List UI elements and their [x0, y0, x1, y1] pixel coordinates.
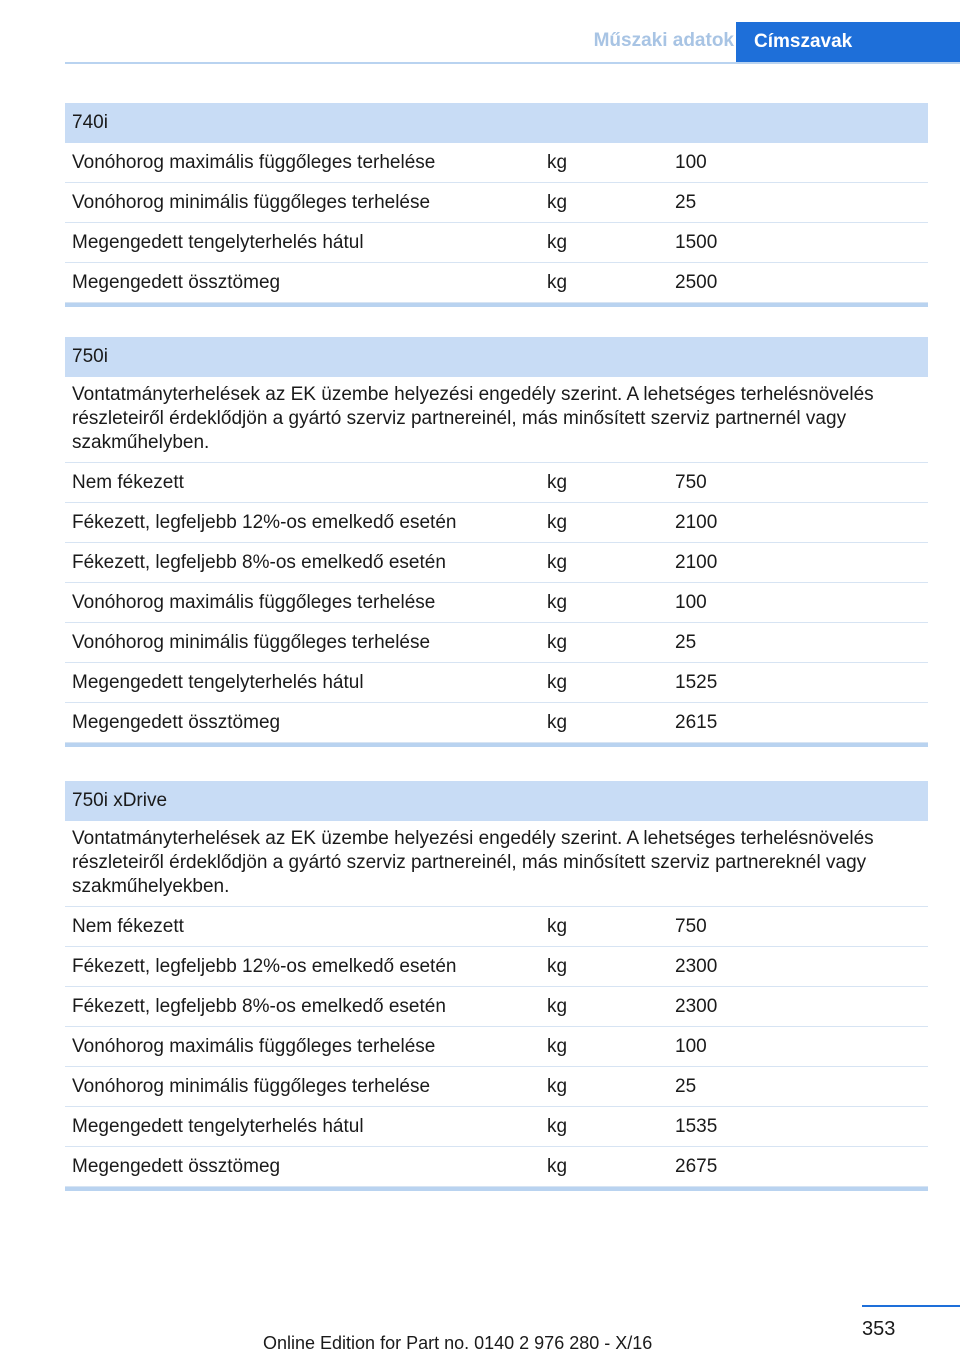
row-label: Megengedett össztömeg	[72, 271, 281, 293]
page-number-rule	[862, 1305, 960, 1307]
row-value: 2300	[675, 995, 718, 1017]
table-row	[65, 143, 928, 183]
table-row	[65, 223, 928, 263]
row-value: 2100	[675, 511, 718, 533]
row-value: 25	[675, 631, 697, 653]
table-bottom-rule	[65, 743, 928, 747]
table-row	[65, 1147, 928, 1187]
table-row	[65, 987, 928, 1027]
row-label: Megengedett tengelyterhelés hátul	[72, 231, 364, 253]
row-value: 2675	[675, 1155, 718, 1177]
table-title: 750i xDrive	[65, 781, 928, 821]
row-unit: kg	[547, 1035, 568, 1057]
row-label: Vonóhorog maximális függőleges terhelése	[72, 151, 436, 173]
row-unit: kg	[547, 271, 568, 293]
table-row	[65, 947, 928, 987]
row-label: Nem fékezett	[72, 915, 184, 937]
row-label: Megengedett össztömeg	[72, 1155, 281, 1177]
row-unit: kg	[547, 231, 568, 253]
row-unit: kg	[547, 1115, 568, 1137]
row-value: 1525	[675, 671, 718, 693]
table-row	[65, 703, 928, 743]
page-header	[65, 0, 960, 64]
row-unit: kg	[547, 915, 568, 937]
table-title: 750i	[65, 337, 928, 377]
table-title: 740i	[65, 103, 928, 143]
row-unit: kg	[547, 151, 568, 173]
row-unit: kg	[547, 511, 568, 533]
row-label: Fékezett, legfeljebb 8%-os emelkedő esetén	[72, 995, 446, 1017]
row-value: 100	[675, 1035, 707, 1057]
row-value: 750	[675, 471, 707, 493]
row-value: 100	[675, 151, 707, 173]
table-row	[65, 503, 928, 543]
table-row	[65, 1107, 928, 1147]
row-label: Megengedett tengelyterhelés hátul	[72, 1115, 364, 1137]
table-row	[65, 663, 928, 703]
page-number: 353	[862, 1318, 896, 1340]
row-value: 750	[675, 915, 707, 937]
table-bottom-rule	[65, 303, 928, 307]
row-label: Vonóhorog minimális függőleges terhelése	[72, 631, 431, 653]
tab-index[interactable]: Címszavak	[736, 22, 960, 62]
table-note: Vontatmányterhelések az EK üzembe helyezési engedély szerint. A lehetséges terhelésnövelés részleteiről érdeklődjön a gyártó szerviz partnereinél, más minősített szerviz partnereknél vagy szakműhelyekben.	[65, 821, 928, 907]
row-label: Vonóhorog maximális függőleges terhelése	[72, 591, 436, 613]
row-label: Fékezett, legfeljebb 12%-os emelkedő esetén	[72, 955, 457, 977]
row-unit: kg	[547, 955, 568, 977]
table-note: Vontatmányterhelések az EK üzembe helyezési engedély szerint. A lehetséges terhelésnövelés részleteiről érdeklődjön a gyártó szerviz partnereinél, más minősített szerviz partnernél vagy szakműhelyben.	[65, 377, 928, 463]
spec-table-750i-xdrive	[65, 781, 928, 1191]
row-label: Fékezett, legfeljebb 12%-os emelkedő esetén	[72, 511, 457, 533]
row-value: 2615	[675, 711, 718, 733]
spec-table-740i	[65, 103, 928, 307]
row-label: Fékezett, legfeljebb 8%-os emelkedő esetén	[72, 551, 446, 573]
row-unit: kg	[547, 995, 568, 1017]
row-value: 2100	[675, 551, 718, 573]
row-unit: kg	[547, 191, 568, 213]
row-unit: kg	[547, 631, 568, 653]
table-row	[65, 907, 928, 947]
spec-table-750i	[65, 337, 928, 747]
row-unit: kg	[547, 551, 568, 573]
section-link[interactable]: Műszaki adatok	[593, 30, 734, 51]
row-label: Vonóhorog minimális függőleges terhelése	[72, 1075, 431, 1097]
table-row	[65, 623, 928, 663]
table-row	[65, 583, 928, 623]
row-label: Megengedett tengelyterhelés hátul	[72, 671, 364, 693]
row-unit: kg	[547, 711, 568, 733]
row-value: 2500	[675, 271, 718, 293]
table-row	[65, 543, 928, 583]
edition-footer: Online Edition for Part no. 0140 2 976 280 - X/16	[263, 1333, 653, 1353]
table-row	[65, 1067, 928, 1107]
table-row	[65, 463, 928, 503]
row-value: 25	[675, 1075, 697, 1097]
row-unit: kg	[547, 671, 568, 693]
row-value: 1535	[675, 1115, 718, 1137]
row-label: Nem fékezett	[72, 471, 184, 493]
row-label: Megengedett össztömeg	[72, 711, 281, 733]
row-value: 25	[675, 191, 697, 213]
row-unit: kg	[547, 1075, 568, 1097]
row-value: 100	[675, 591, 707, 613]
table-row	[65, 183, 928, 223]
table-row	[65, 263, 928, 303]
table-bottom-rule	[65, 1187, 928, 1191]
row-unit: kg	[547, 1155, 568, 1177]
row-label: Vonóhorog minimális függőleges terhelése	[72, 191, 431, 213]
row-label: Vonóhorog maximális függőleges terhelése	[72, 1035, 436, 1057]
table-row	[65, 1027, 928, 1067]
row-value: 2300	[675, 955, 718, 977]
row-value: 1500	[675, 231, 718, 253]
row-unit: kg	[547, 471, 568, 493]
row-unit: kg	[547, 591, 568, 613]
